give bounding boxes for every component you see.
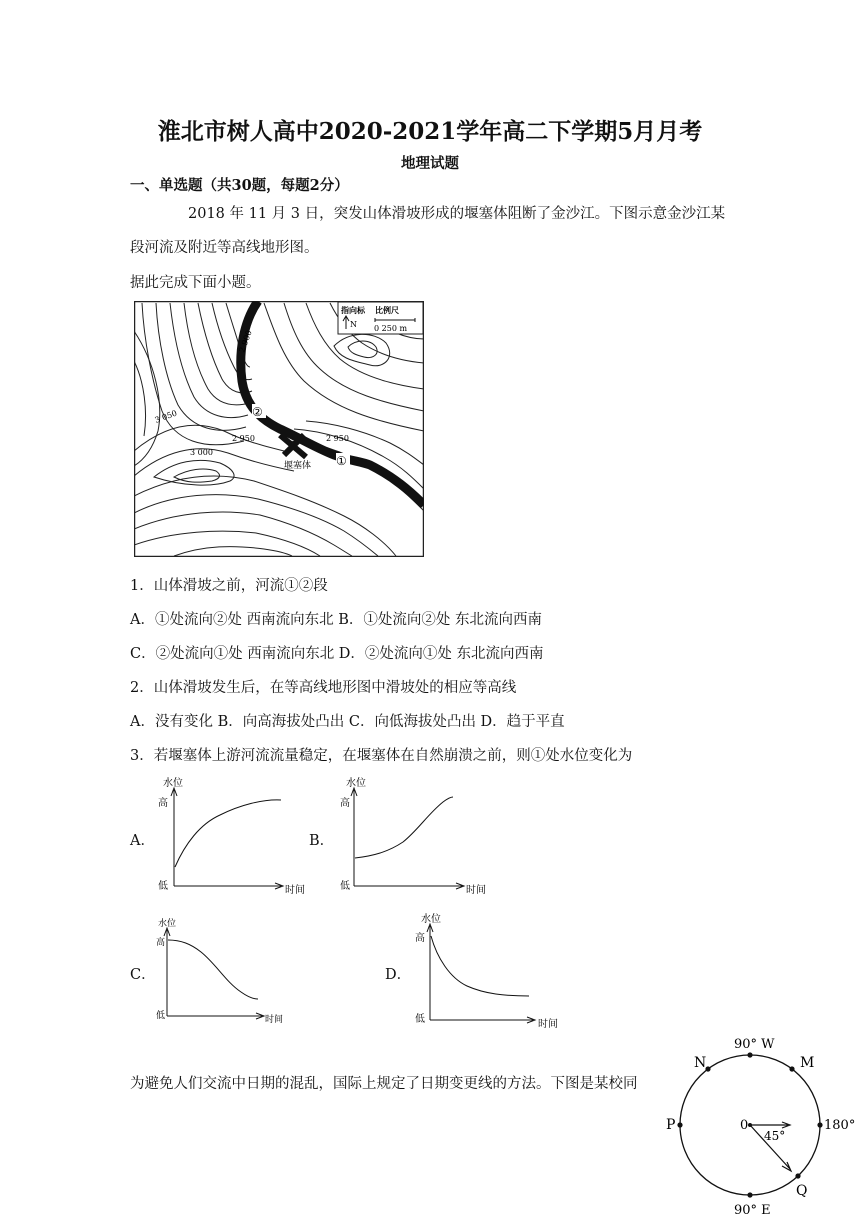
q3-graph-c bbox=[146, 912, 296, 1032]
graph-d-x-axis bbox=[430, 1017, 535, 1023]
graph-d-xlabel: 时间 bbox=[538, 1019, 558, 1030]
legend-scale-title: 比例尺 bbox=[375, 305, 399, 315]
graph-d-ylabel: 水位 bbox=[421, 914, 441, 925]
q3-option-a-label: A． bbox=[130, 833, 155, 849]
legend-north-title: 指向标 bbox=[341, 305, 365, 315]
dam-label: 堰塞体 bbox=[284, 461, 312, 471]
contour-label-3050: 3 050 bbox=[153, 408, 179, 425]
graph-b-xlabel: 时间 bbox=[466, 885, 486, 896]
graph-b-low: 低 bbox=[340, 881, 350, 892]
point-top-marker bbox=[747, 1052, 752, 1057]
point-p-marker bbox=[677, 1122, 682, 1127]
point-q-marker bbox=[795, 1173, 800, 1178]
label-p: P bbox=[666, 1117, 676, 1133]
graph-b-high: 高 bbox=[340, 798, 350, 809]
graph-a-low: 低 bbox=[158, 881, 168, 892]
graph-a-high: 高 bbox=[158, 798, 168, 809]
graph-a-curve bbox=[175, 800, 281, 867]
graph-b-x-axis bbox=[354, 883, 464, 889]
label-bottom: 90° E bbox=[734, 1203, 771, 1216]
label-m: M bbox=[800, 1055, 815, 1071]
graph-b-curve bbox=[355, 797, 453, 858]
intro-line-1: 2018 年 11 月 3 日，突发山体滑坡形成的堰塞体阻断了金沙江。下图示意金沙江某 bbox=[188, 206, 726, 222]
page-subtitle: 地理试题 bbox=[401, 155, 459, 172]
legend-north-letter: N bbox=[350, 320, 357, 329]
graph-c-curve bbox=[168, 940, 258, 999]
graph-d-low: 低 bbox=[415, 1014, 425, 1025]
graph-c-high: 高 bbox=[156, 938, 166, 948]
q3-option-d-label: D． bbox=[385, 967, 412, 983]
q3-stem: 3．若堰塞体上游河流流量稳定，在堰塞体在自然崩溃之前，则①处水位变化为 bbox=[130, 748, 633, 764]
graph-a-ylabel: 水位 bbox=[163, 778, 183, 789]
graph-c-xlabel: 时间 bbox=[265, 1015, 284, 1025]
date-line-circle-figure bbox=[664, 1033, 860, 1216]
label-center: 0 bbox=[740, 1118, 749, 1133]
graph-c-x-axis bbox=[167, 1013, 264, 1019]
graph-b-ylabel: 水位 bbox=[346, 778, 366, 789]
graph-d-curve bbox=[431, 936, 529, 996]
contour-label-3000: 3 000 bbox=[190, 448, 213, 457]
q2-options-row1: A．没有变化 B．向高海拔处凸出 C．向低海拔处凸出 D．趋于平直 bbox=[130, 714, 565, 730]
q3-graph-b bbox=[333, 772, 493, 896]
map-legend bbox=[338, 302, 423, 334]
legend-scale-values: 0 250 m bbox=[374, 324, 408, 333]
q3-option-b-label: B． bbox=[309, 833, 335, 849]
point-m-marker bbox=[789, 1066, 794, 1071]
label-top: 90° W bbox=[734, 1037, 775, 1052]
graph-c-low: 低 bbox=[156, 1011, 166, 1021]
label-q: Q bbox=[796, 1183, 808, 1199]
q3-graph-d bbox=[405, 908, 565, 1032]
graph-b-y-axis bbox=[351, 788, 357, 886]
point-right-marker bbox=[817, 1122, 822, 1127]
contour-label-2900: 2 900 bbox=[237, 329, 254, 354]
point-2-label: ② bbox=[252, 405, 263, 419]
next-intro-line-1: 为避免人们交流中日期的混乱，国际上规定了日期变更线的方法。下图是某校同 bbox=[130, 1076, 638, 1092]
q2-stem: 2．山体滑坡发生后，在等高线地形图中滑坡处的相应等高线 bbox=[130, 680, 517, 696]
intro-line-3: 据此完成下面小题。 bbox=[130, 275, 261, 291]
label-angle: 45° bbox=[764, 1129, 786, 1143]
graph-d-high: 高 bbox=[415, 933, 425, 944]
label-right: 180° bbox=[824, 1118, 856, 1133]
contour-label-2950-left: 2 950 bbox=[232, 434, 255, 443]
center-arrow-right bbox=[750, 1122, 790, 1128]
graph-c-ylabel: 水位 bbox=[158, 919, 177, 929]
q1-options-row2: C．②处流向①处 西南流向东北 D．②处流向①处 东北流向西南 bbox=[130, 646, 544, 662]
q3-option-c-label: C． bbox=[130, 967, 156, 983]
q1-stem: 1．山体滑坡之前，河流①②段 bbox=[130, 578, 328, 594]
page-title: 淮北市树人高中2020-2021学年高二下学期5月月考 bbox=[157, 118, 703, 145]
graph-a-xlabel: 时间 bbox=[285, 885, 305, 896]
point-bottom-marker bbox=[747, 1192, 752, 1197]
contour-label-2950-right: 2 950 bbox=[326, 434, 349, 443]
point-1-label: ① bbox=[336, 454, 347, 468]
intro-line-2: 段河流及附近等高线地形图。 bbox=[130, 240, 319, 256]
graph-a-x-axis bbox=[174, 883, 283, 889]
section-heading: 一、单选题（共30题，每题2分） bbox=[130, 177, 349, 194]
contour-map bbox=[134, 301, 424, 557]
q1-options-row1: A．①处流向②处 西南流向东北 B．①处流向②处 东北流向西南 bbox=[130, 612, 542, 628]
label-n: N bbox=[694, 1055, 707, 1071]
q3-graph-a bbox=[155, 772, 315, 896]
graph-a-y-axis bbox=[171, 788, 177, 886]
